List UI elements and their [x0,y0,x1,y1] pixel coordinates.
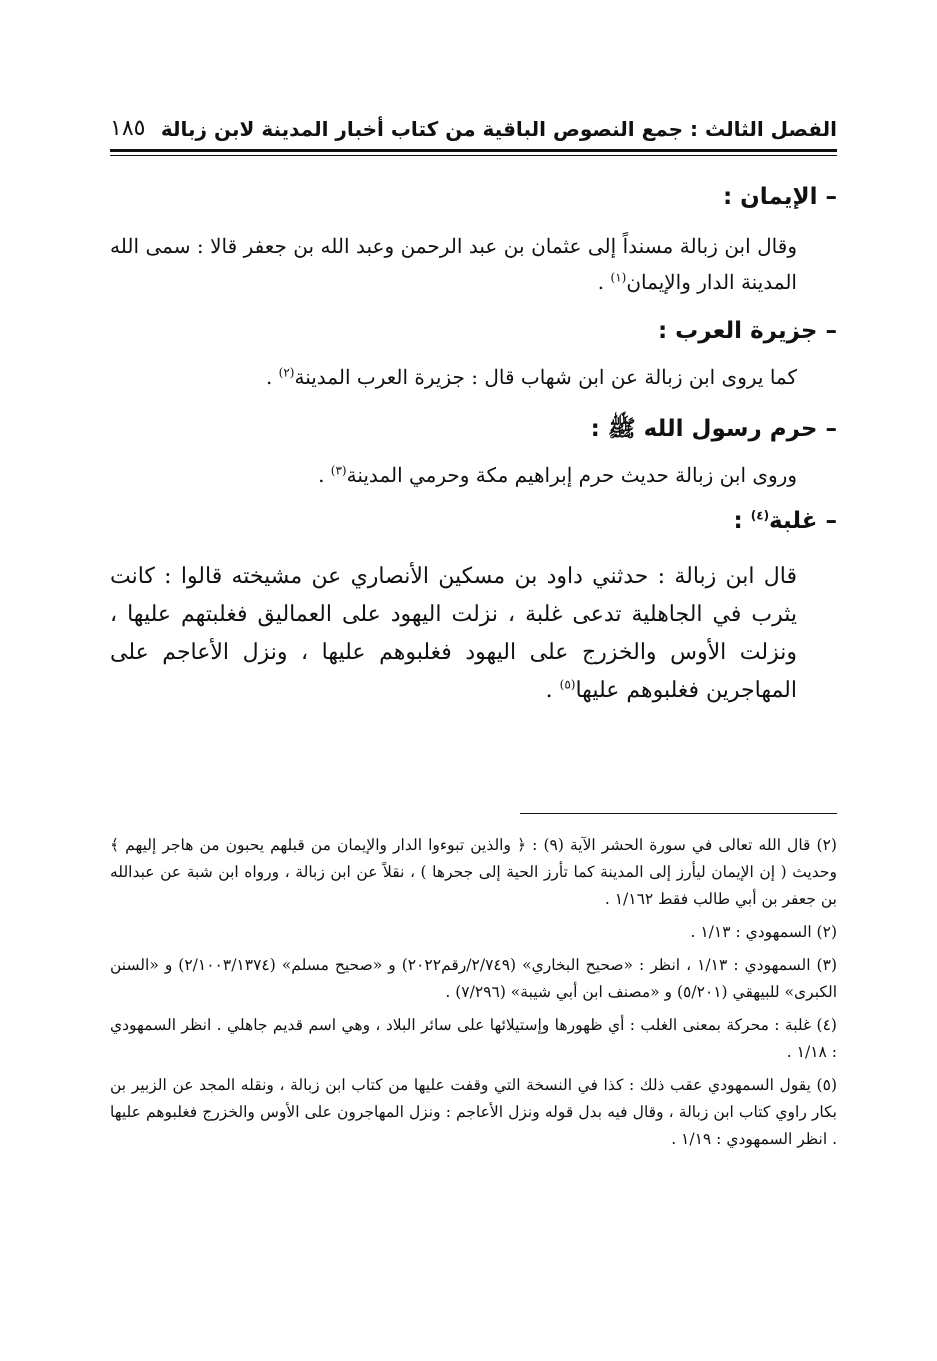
footnote-ref: (٤) [750,508,770,523]
footnote-ref: (٢) [278,365,295,380]
footnote-2: (٢) السمهودي : ١/١٣ . [690,923,837,941]
section-heading-ghalaba: – غلبة$^{(٤)}$ : [733,508,837,534]
chapter-title: الفصل الثالث : جمع النصوص الباقية من كتاب أخبار المدينة لابن زبالة [160,117,837,141]
header-rule [110,149,837,152]
header-rule-thin [110,155,837,156]
section-heading-jazirat-al-arab: – جزيرة العرب : [657,318,837,344]
footnote-5: (٥) يقول السمهودي عقب ذلك : كذا في النسخة التي وقفت عليها من كتاب ابن زبالة ، ونقله المجد عن الزبير بن بكار راوي كتاب ابن زبالة ، وقال فيه بدل قوله ونزل الأعاجم : ونزل المهاجرون على الأوس والخزرج فغلبوهم عليها . انظر السمهودي : ١/١٩ . [110,1076,837,1148]
footnote-4: (٤) غلبة : محركة بمعنى الغلب : أي ظهورها وإستيلائها على سائر البلاد ، وهي اسم قديم جاهلي . انظر السمهودي : ١/١٨ . [110,1016,837,1061]
section-text-jazirat-al-arab: كما يروى ابن زبالة عن ابن شهاب قال : جزيرة العرب المدينة$^{(٢)}$ . [265,365,797,389]
page-number: ١٨٥ [110,116,146,141]
section-text-iman: وقال ابن زبالة مسنداً إلى عثمان بن عبد الرحمن وعبد الله بن جعفر قالا : سمى الله المدينة الدار والإيمان$^{(١)}$ . [110,234,797,294]
section-heading-iman: – الإيمان : [722,184,837,210]
section-heading-haram: – حرم رسول الله ﷺ : [590,416,837,442]
footnote-ref: (٥) [559,677,576,692]
footnote-separator [520,813,837,814]
footnote-3: (٣) السمهودي : ١/١٣ ، انظر : «صحيح البخاري» (٢/٧٤٩/رقم٢٠٢٢) و «صحيح مسلم» (٢/١٠٠٣/١٣٧٤) و «السنن الكبرى» للبيهقي (٥/٢٠١) و «مصنف ابن أبي شيبة» (٧/٢٩٦) . [110,956,837,1001]
section-text-ghalaba: قال ابن زبالة : حدثني داود بن مسكين الأنصاري عن مشيخته قالوا : كانت يثرب في الجاهلية تدعى غلبة ، نزلت اليهود على العماليق فغلبتهم عليها ، ونزلت الأوس والخزرج على اليهود فغلبوهم عليها ، ونزل الأعاجم على المهاجرين فغلبوهم عليها$^{(٥)}$ . [110,564,797,703]
footnote-1: (٢) قال الله تعالى في سورة الحشر الآية (٩) : ﴿ والذين تبوءوا الدار والإيمان من قبلهم يحبون من هاجر إليهم ﴾ وحديث ( إن الإيمان ليأرز إلى المدينة كما تأرز الحية إلى جحرها ) ، نقلاً عن ابن زبالة ، ورواه ابن شبة عن عبدالله بن جعفر بن أبي طالب فقط ١/١٦٢ . [110,836,837,908]
footnote-ref: (١) [610,270,627,285]
footnotes [110,832,837,1159]
footnote-ref: (٣) [330,463,347,478]
main-text [110,182,837,710]
running-header [110,112,837,146]
section-text-haram: وروى ابن زبالة حديث حرم إبراهيم مكة وحرمي المدينة$^{(٣)}$ . [318,463,797,487]
